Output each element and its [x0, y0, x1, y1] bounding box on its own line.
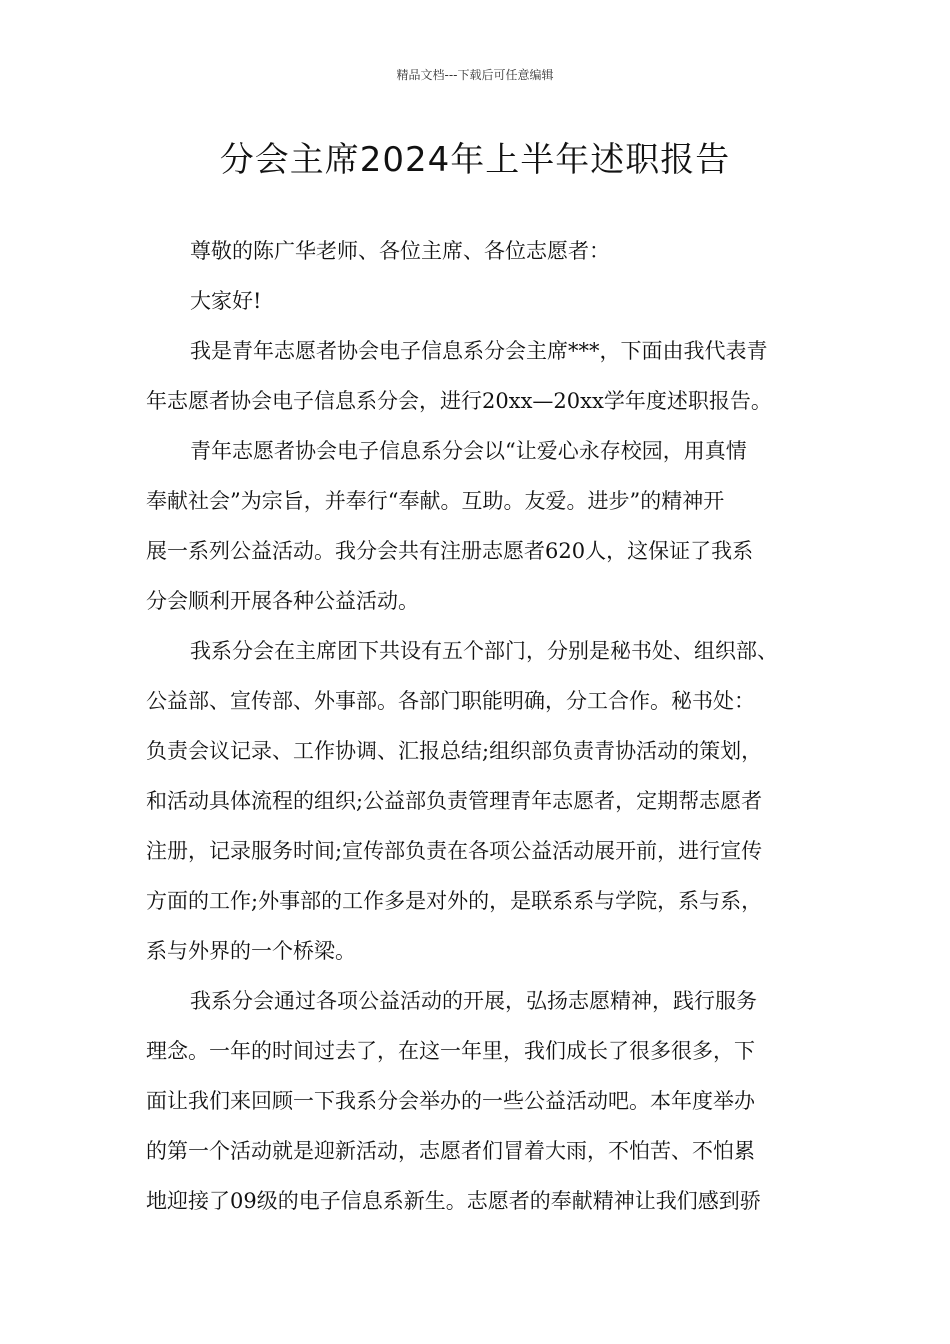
paragraph-3-line-3: 负责会议记录、工作协调、汇报总结;组织部负责青协活动的策划， [146, 739, 763, 763]
paragraph-4-line-5: 地迎接了09级的电子信息系新生。志愿者的奉献精神让我们感到骄 [146, 1189, 761, 1213]
paragraph-1-line-2: 年志愿者协会电子信息系分会，进行20xx—20xx学年度述职报告。 [146, 389, 772, 413]
paragraph-2-line-2: 奉献社会”为宗旨，并奉行“奉献。互助。友爱。进步”的精神开 [146, 489, 725, 513]
paragraph-4-line-2: 理念。一年的时间过去了，在这一年里，我们成长了很多很多，下 [146, 1039, 755, 1063]
paragraph-2-line-3: 展一系列公益活动。我分会共有注册志愿者620人，这保证了我系 [146, 539, 754, 563]
paragraph-2-line-1: 青年志愿者协会电子信息系分会以“让爱心永存校园，用真情 [190, 439, 747, 463]
greeting-line: 大家好! [190, 289, 262, 313]
salutation-line: 尊敬的陈广华老师、各位主席、各位志愿者： [190, 239, 610, 263]
document-title: 分会主席2024年上半年述职报告 [219, 140, 731, 180]
paragraph-3-line-2: 公益部、宣传部、外事部。各部门职能明确，分工合作。秘书处： [146, 689, 755, 713]
paragraph-3-line-4: 和活动具体流程的组织;公益部负责管理青年志愿者，定期帮志愿者 [146, 789, 763, 813]
paragraph-1-line-1: 我是青年志愿者协会电子信息系分会主席***，下面由我代表青 [190, 339, 768, 363]
paragraph-3-line-1: 我系分会在主席团下共设有五个部门，分别是秘书处、组织部、 [190, 639, 778, 663]
paragraph-3-line-5: 注册，记录服务时间;宣传部负责在各项公益活动展开前，进行宣传 [146, 839, 763, 863]
paragraph-4-line-4: 的第一个活动就是迎新活动，志愿者们冒着大雨，不怕苦、不怕累 [146, 1139, 755, 1163]
paragraph-4-line-1: 我系分会通过各项公益活动的开展，弘扬志愿精神，践行服务 [190, 989, 757, 1013]
paragraph-4-line-3: 面让我们来回顾一下我系分会举办的一些公益活动吧。本年度举办 [146, 1089, 755, 1113]
page-header-note: 精品文档---下载后可任意编辑 [396, 68, 554, 82]
paragraph-2-line-4: 分会顺利开展各种公益活动。 [146, 589, 419, 613]
paragraph-3-line-7: 系与外界的一个桥梁。 [146, 939, 356, 963]
paragraph-3-line-6: 方面的工作;外事部的工作多是对外的，是联系系与学院，系与系， [146, 889, 763, 913]
